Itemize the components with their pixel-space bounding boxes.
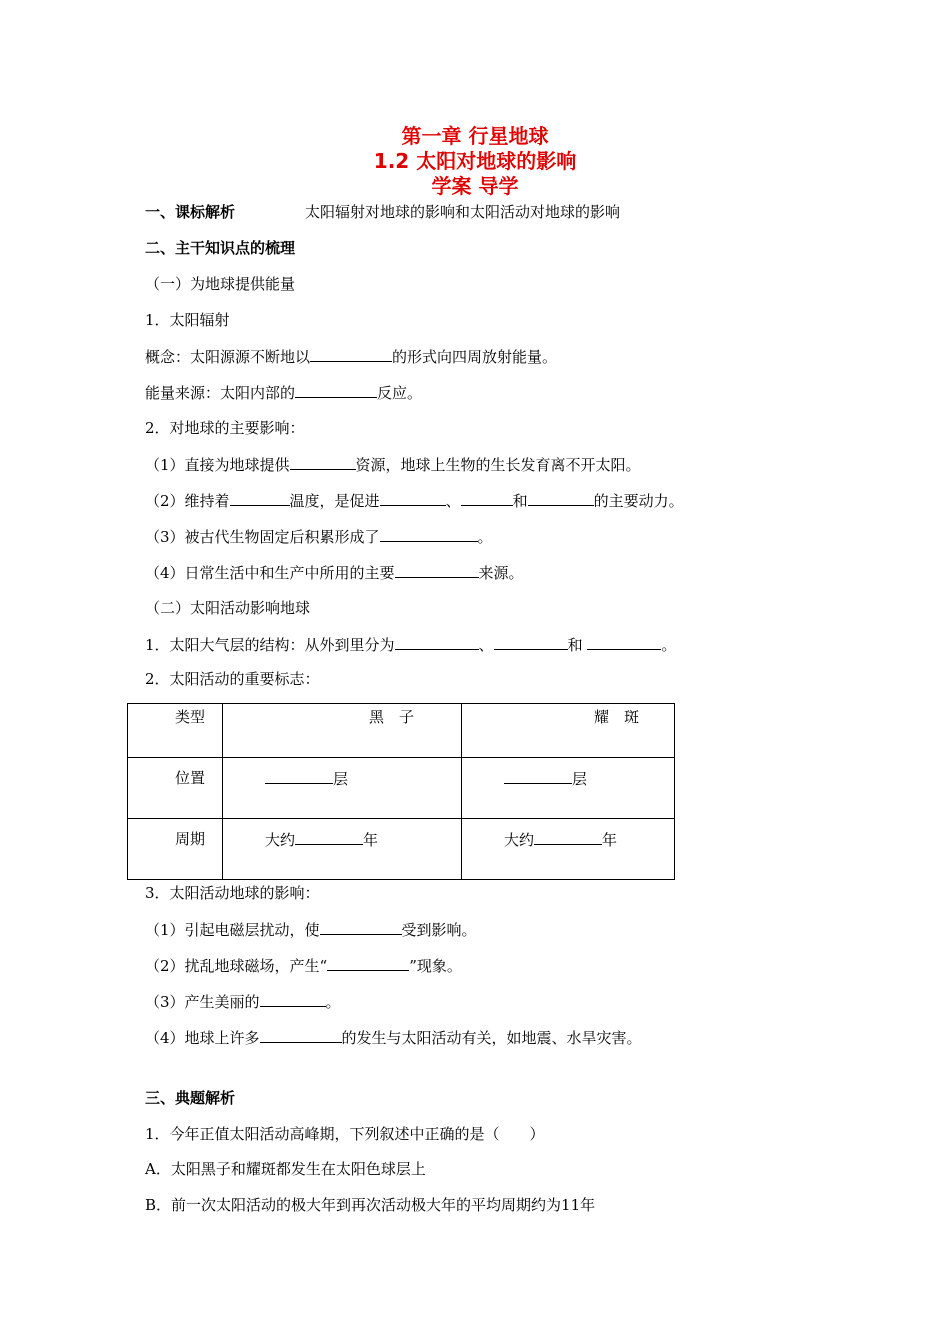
sec1-heading: 一、课标解析	[145, 203, 236, 221]
fill-blank[interactable]	[320, 919, 402, 935]
row-label-period: 周期	[128, 819, 223, 880]
fill-blank[interactable]	[395, 634, 479, 650]
option-b: B．前一次太阳活动的极大年到再次活动极大年的平均周期约为11年	[145, 1196, 596, 1214]
fill-blank[interactable]	[230, 490, 290, 506]
impact-2: （2）扰乱地球磁场，产生“ ”现象。	[145, 957, 462, 975]
fill-blank[interactable]	[290, 454, 356, 470]
item1-heading: 1．太阳辐射	[145, 311, 230, 329]
impact-1: （1）引起电磁层扰动，使 受到影响。	[145, 921, 477, 939]
curriculum-line	[145, 202, 620, 222]
impact-3: （3）产生美丽的 。	[145, 993, 341, 1011]
option-a: A．太阳黑子和耀斑都发生在太阳色球层上	[145, 1160, 426, 1178]
effect-1: （1）直接为地球提供 资源，地球上生物的生长发育离不开太阳。	[145, 456, 641, 474]
fill-blank[interactable]	[587, 634, 661, 650]
row-label-position: 位置	[128, 758, 223, 819]
energy-source-line: 能量来源：太阳内部的 反应。	[145, 384, 423, 402]
item2-heading: 2．对地球的主要影响：	[145, 419, 305, 437]
impact-heading: 3．太阳活动地球的影响：	[145, 884, 320, 902]
fill-blank[interactable]	[380, 490, 446, 506]
fill-blank[interactable]	[534, 829, 602, 845]
table-row	[128, 758, 675, 819]
marks-heading: 2．太阳活动的重要标志：	[145, 670, 320, 688]
fill-blank[interactable]	[380, 526, 478, 542]
fill-blank[interactable]	[504, 768, 572, 784]
table-row	[128, 819, 675, 880]
effect-4: （4）日常生活中和生产中所用的主要 来源。	[145, 564, 524, 582]
concept-line: 概念：太阳源源不断地以 的形式向四周放射能量。	[145, 348, 558, 366]
fill-blank[interactable]	[310, 346, 392, 362]
guide-title: 学案 导学	[431, 174, 519, 198]
effect-2: （2）维持着 温度，是促进 、 和 的主要动力。	[145, 492, 684, 510]
atmosphere-line: 1．太阳大气层的结构：从外到里分为 、 和 。	[145, 636, 677, 654]
fill-blank[interactable]	[395, 562, 479, 578]
fill-blank[interactable]	[260, 991, 326, 1007]
solar-activity-table	[127, 703, 675, 880]
fill-blank[interactable]	[528, 490, 594, 506]
fill-blank[interactable]	[461, 490, 513, 506]
question-1: 1．今年正值太阳活动高峰期，下列叙述中正确的是（ ）	[145, 1125, 545, 1143]
part1-heading: （一）为地球提供能量	[145, 275, 296, 293]
fill-blank[interactable]	[295, 382, 377, 398]
impact-4: （4）地球上许多 的发生与太阳活动有关，如地震、水旱灾害。	[145, 1029, 642, 1047]
table-row	[128, 704, 675, 758]
header-type: 类型	[128, 704, 223, 758]
sec1-text: 太阳辐射对地球的影响和太阳活动对地球的影响	[305, 203, 621, 221]
fill-blank[interactable]	[494, 634, 568, 650]
fill-blank[interactable]	[295, 829, 363, 845]
sunspot-period: 大约 年	[223, 819, 462, 880]
chapter-title: 第一章 行星地球	[401, 124, 549, 148]
flare-period: 大约 年	[462, 819, 675, 880]
fill-blank[interactable]	[260, 1027, 342, 1043]
sec2-heading: 二、主干知识点的梳理	[145, 239, 296, 257]
fill-blank[interactable]	[327, 955, 409, 971]
sec3-heading: 三、典题解析	[145, 1089, 236, 1107]
fill-blank[interactable]	[265, 768, 333, 784]
part2-heading: （二）太阳活动影响地球	[145, 599, 311, 617]
flare-position: 层	[462, 758, 675, 819]
header-sunspot: 黑 子	[223, 704, 462, 758]
sunspot-position: 层	[223, 758, 462, 819]
effect-3: （3）被古代生物固定后积累形成了 。	[145, 528, 493, 546]
section-title: 1.2 太阳对地球的影响	[373, 149, 577, 173]
header-flare: 耀 斑	[462, 704, 675, 758]
